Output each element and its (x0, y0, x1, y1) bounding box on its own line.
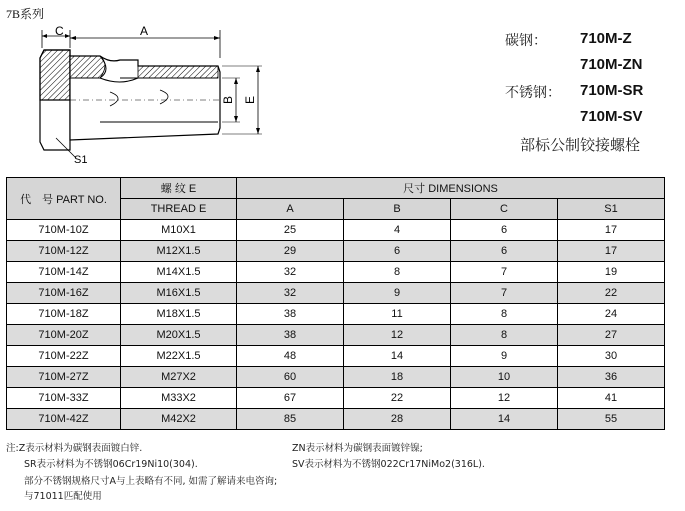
cell-part-no: 710M-12Z (7, 241, 121, 262)
cell-dim-s1: 22 (558, 283, 665, 304)
cell-dim-a: 60 (237, 367, 344, 388)
cell-dim-b: 14 (344, 346, 451, 367)
header-dim-s1: S1 (558, 199, 665, 220)
cell-dim-s1: 41 (558, 388, 665, 409)
cell-thread: M33X2 (121, 388, 237, 409)
material-code: 710M-ZN (580, 56, 643, 73)
label-s1: S1 (74, 154, 88, 166)
cell-dim-c: 6 (451, 241, 558, 262)
cell-dim-c: 14 (451, 409, 558, 430)
cell-dim-s1: 19 (558, 262, 665, 283)
spec-table (6, 177, 665, 430)
cell-dim-a: 48 (237, 346, 344, 367)
material-label: 不锈钢： (505, 85, 561, 101)
label-a: A (140, 24, 149, 38)
material-code: 710M-Z (580, 30, 632, 47)
label-c: C (55, 24, 64, 38)
banjo-bolt-drawing (0, 0, 290, 170)
cell-dim-s1: 24 (558, 304, 665, 325)
cell-part-no: 710M-22Z (7, 346, 121, 367)
cell-thread: M18X1.5 (121, 304, 237, 325)
cell-thread: M42X2 (121, 409, 237, 430)
table-row (7, 367, 665, 388)
table-row (7, 409, 665, 430)
cell-dim-a: 85 (237, 409, 344, 430)
cell-thread: M16X1.5 (121, 283, 237, 304)
cell-dim-a: 32 (237, 262, 344, 283)
table-row (7, 241, 665, 262)
cell-dim-b: 12 (344, 325, 451, 346)
cell-thread: M20X1.5 (121, 325, 237, 346)
bolt-shank (70, 56, 220, 140)
table-row (7, 220, 665, 241)
cell-dim-b: 8 (344, 262, 451, 283)
cell-dim-c: 8 (451, 304, 558, 325)
material-code: 710M-SR (580, 82, 644, 99)
cell-dim-s1: 55 (558, 409, 665, 430)
cell-dim-s1: 17 (558, 241, 665, 262)
cell-dim-b: 28 (344, 409, 451, 430)
header-dim-a: A (237, 199, 344, 220)
header-dim-b: B (344, 199, 451, 220)
header-dimensions: 尺寸 DIMENSIONS (237, 178, 665, 199)
material-code: 710M-SV (580, 108, 643, 125)
header-thread-cn: 螺 纹 E (121, 178, 237, 199)
table-row (7, 262, 665, 283)
cell-dim-a: 38 (237, 325, 344, 346)
cell-part-no: 710M-42Z (7, 409, 121, 430)
note-stainless: 部分不锈钢规格尺寸A与上表略有不同, 如需了解请来电咨询; (24, 476, 278, 487)
cell-thread: M27X2 (121, 367, 237, 388)
cell-part-no: 710M-20Z (7, 325, 121, 346)
cell-dim-s1: 17 (558, 220, 665, 241)
label-e: E (243, 95, 257, 104)
cell-dim-c: 12 (451, 388, 558, 409)
cell-dim-s1: 27 (558, 325, 665, 346)
note-sv: SV表示材料为不锈钢022Cr17NiMo2(316L). (292, 459, 485, 470)
material-label: 碳钢： (505, 33, 547, 49)
table-row (7, 283, 665, 304)
cell-thread: M12X1.5 (121, 241, 237, 262)
cell-dim-a: 25 (237, 220, 344, 241)
cell-dim-b: 6 (344, 241, 451, 262)
cell-dim-c: 10 (451, 367, 558, 388)
cell-dim-b: 11 (344, 304, 451, 325)
label-b: B (221, 95, 235, 104)
cell-dim-a: 38 (237, 304, 344, 325)
table-row (7, 304, 665, 325)
cell-dim-b: 9 (344, 283, 451, 304)
standard-name: 部标公制铰接螺栓 (520, 136, 641, 154)
header-part-no: 代 号 PART NO. (7, 178, 121, 220)
note-zn: ZN表示材料为碳钢表面镀锌镍; (292, 443, 423, 454)
note-match: 与71011匹配使用 (24, 491, 102, 502)
cell-part-no: 710M-10Z (7, 220, 121, 241)
cell-dim-a: 67 (237, 388, 344, 409)
cell-part-no: 710M-16Z (7, 283, 121, 304)
cell-part-no: 710M-27Z (7, 367, 121, 388)
table-row (7, 346, 665, 367)
cell-thread: M10X1 (121, 220, 237, 241)
note-sr: SR表示材料为不锈钢06Cr19Ni10(304). (24, 459, 198, 470)
cell-part-no: 710M-18Z (7, 304, 121, 325)
cell-thread: M14X1.5 (121, 262, 237, 283)
cell-dim-b: 22 (344, 388, 451, 409)
cell-dim-b: 4 (344, 220, 451, 241)
cell-dim-c: 9 (451, 346, 558, 367)
cell-dim-s1: 36 (558, 367, 665, 388)
cell-dim-a: 29 (237, 241, 344, 262)
cell-dim-c: 7 (451, 262, 558, 283)
cell-dim-a: 32 (237, 283, 344, 304)
cell-part-no: 710M-14Z (7, 262, 121, 283)
cell-thread: M22X1.5 (121, 346, 237, 367)
cell-dim-c: 8 (451, 325, 558, 346)
cell-part-no: 710M-33Z (7, 388, 121, 409)
cell-dim-c: 6 (451, 220, 558, 241)
cell-dim-s1: 30 (558, 346, 665, 367)
cell-dim-b: 18 (344, 367, 451, 388)
header-dim-c: C (451, 199, 558, 220)
table-header-row (7, 178, 665, 199)
table-row (7, 388, 665, 409)
bolt-head (40, 50, 70, 150)
note-z: 注:Z表示材料为碳钢表面镀白锌. (6, 443, 143, 454)
header-thread-en: THREAD E (121, 199, 237, 220)
series-title: 7B系列 (6, 7, 45, 21)
table-row (7, 325, 665, 346)
cell-dim-c: 7 (451, 283, 558, 304)
